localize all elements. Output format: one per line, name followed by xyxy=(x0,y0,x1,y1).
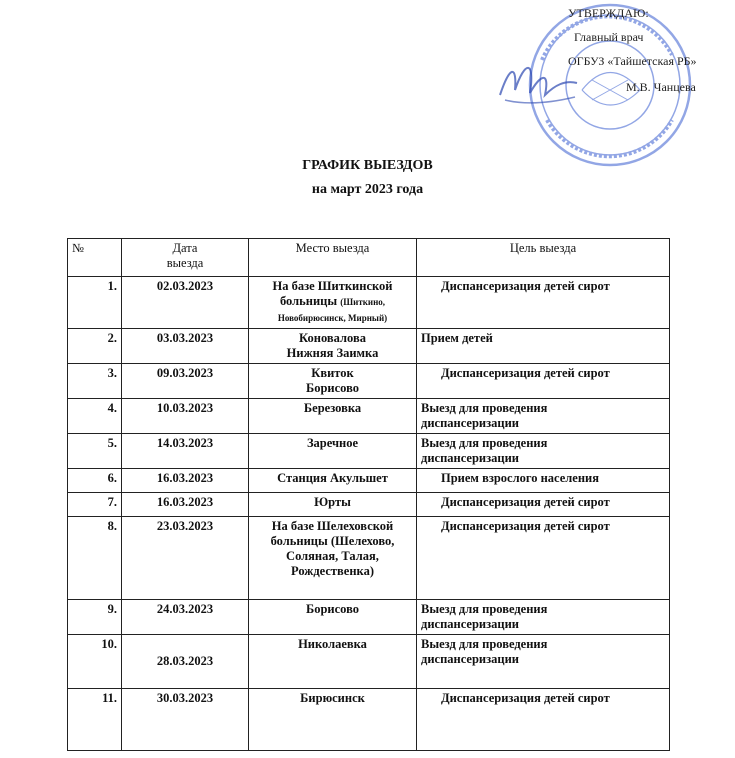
table-row xyxy=(68,469,670,493)
row-date: 30.03.2023 xyxy=(122,689,249,751)
row-goal-l2: диспансеризации xyxy=(421,652,520,666)
approval-organization: ОГБУЗ «Тайшетская РБ» xyxy=(568,54,697,68)
col-header-goal: Цель выезда xyxy=(417,239,670,277)
approval-heading: УТВЕРЖДАЮ: xyxy=(568,6,649,20)
page-subtitle: на март 2023 года xyxy=(311,182,424,197)
row-goal xyxy=(417,493,670,517)
table-row xyxy=(68,364,670,399)
row-place xyxy=(249,277,417,329)
row-place-l1: Коновалова xyxy=(299,331,366,345)
row-num: 11. xyxy=(68,689,122,751)
row-date-text: 28.03.2023 xyxy=(156,654,214,668)
row-date: 14.03.2023 xyxy=(122,434,249,469)
approval-name: М.В. Чанцева xyxy=(626,80,696,94)
row-place: Юрты xyxy=(249,493,417,517)
row-date: 03.03.2023 xyxy=(122,329,249,364)
row-goal xyxy=(417,329,670,364)
row-place-l2: больницы xyxy=(279,294,338,308)
row-date: 02.03.2023 xyxy=(122,277,249,329)
row-goal xyxy=(417,600,670,635)
table-row xyxy=(68,329,670,364)
table-header-row xyxy=(68,239,670,277)
row-date: 24.03.2023 xyxy=(122,600,249,635)
row-goal-l2: диспансеризации xyxy=(421,617,520,631)
row-place-l4: Рождественка) xyxy=(291,564,374,578)
row-goal-l1: Выезд для проведения xyxy=(421,401,548,415)
row-goal-text: Прием детей xyxy=(421,331,493,345)
table-row xyxy=(68,277,670,329)
row-goal-l2: диспансеризации xyxy=(421,416,520,430)
col-header-num: № xyxy=(68,239,122,277)
row-goal xyxy=(417,689,670,751)
row-place-l1: На базе Шелеховской xyxy=(271,519,394,533)
row-place-l2: больницы (Шелехово, xyxy=(270,534,395,548)
row-num: 2. xyxy=(68,329,122,364)
row-date: 16.03.2023 xyxy=(122,493,249,517)
row-place xyxy=(249,329,417,364)
row-goal-text: Диспансеризация детей сирот xyxy=(441,279,610,293)
table-row xyxy=(68,600,670,635)
table-row xyxy=(68,517,670,600)
row-place-note: (Шиткино, Новобирюсинск, Мирный) xyxy=(277,297,388,323)
row-num: 3. xyxy=(68,364,122,399)
row-place: Станция Акульшет xyxy=(249,469,417,493)
row-goal xyxy=(417,635,670,689)
page-title: ГРАФИК ВЫЕЗДОВ xyxy=(302,158,433,173)
row-place: Березовка xyxy=(249,399,417,434)
row-goal xyxy=(417,434,670,469)
row-goal-text: Диспансеризация детей сирот xyxy=(441,519,610,533)
row-num: 1. xyxy=(68,277,122,329)
row-place xyxy=(249,517,417,600)
row-place-l3: Соляная, Талая, xyxy=(286,549,379,563)
row-num: 4. xyxy=(68,399,122,434)
row-goal-text: Диспансеризация детей сирот xyxy=(441,691,610,705)
col-header-place: Место выезда xyxy=(249,239,417,277)
row-num: 10. xyxy=(68,635,122,689)
row-goal xyxy=(417,399,670,434)
row-goal-l1: Выезд для проведения xyxy=(421,436,548,450)
col-header-date xyxy=(122,239,249,277)
row-num: 7. xyxy=(68,493,122,517)
row-goal-l1: Выезд для проведения xyxy=(421,602,548,616)
row-num: 5. xyxy=(68,434,122,469)
row-date: 16.03.2023 xyxy=(122,469,249,493)
row-place-l1: Квиток xyxy=(311,366,354,380)
col-header-date-l2: выезда xyxy=(166,256,204,270)
row-goal-l2: диспансеризации xyxy=(421,451,520,465)
row-place xyxy=(249,364,417,399)
row-place-l1: На базе Шиткинской xyxy=(272,279,393,293)
row-place: Заречное xyxy=(249,434,417,469)
row-goal-text: Диспансеризация детей сирот xyxy=(441,495,610,509)
col-header-date-l1: Дата xyxy=(172,241,198,255)
row-place: Бирюсинск xyxy=(249,689,417,751)
table-row xyxy=(68,635,670,689)
row-goal-text: Прием взрослого населения xyxy=(441,471,600,485)
row-goal xyxy=(417,469,670,493)
approval-block xyxy=(560,6,730,94)
row-date xyxy=(122,635,249,689)
row-num: 8. xyxy=(68,517,122,600)
row-place-l2: Нижняя Заимка xyxy=(286,346,379,360)
row-goal-text: Диспансеризация детей сирот xyxy=(441,366,610,380)
row-goal xyxy=(417,364,670,399)
row-place-l2: Борисово xyxy=(305,381,360,395)
row-date: 23.03.2023 xyxy=(122,517,249,600)
row-goal xyxy=(417,277,670,329)
row-date: 09.03.2023 xyxy=(122,364,249,399)
row-num: 9. xyxy=(68,600,122,635)
row-date: 10.03.2023 xyxy=(122,399,249,434)
table-row xyxy=(68,493,670,517)
row-goal-l1: Выезд для проведения xyxy=(421,637,548,651)
row-place: Николаевка xyxy=(249,635,417,689)
approval-position: Главный врач xyxy=(574,30,644,44)
table-row xyxy=(68,689,670,751)
row-goal xyxy=(417,517,670,600)
schedule-table xyxy=(67,238,670,751)
row-place: Борисово xyxy=(249,600,417,635)
table-row xyxy=(68,434,670,469)
row-num: 6. xyxy=(68,469,122,493)
table-row xyxy=(68,399,670,434)
